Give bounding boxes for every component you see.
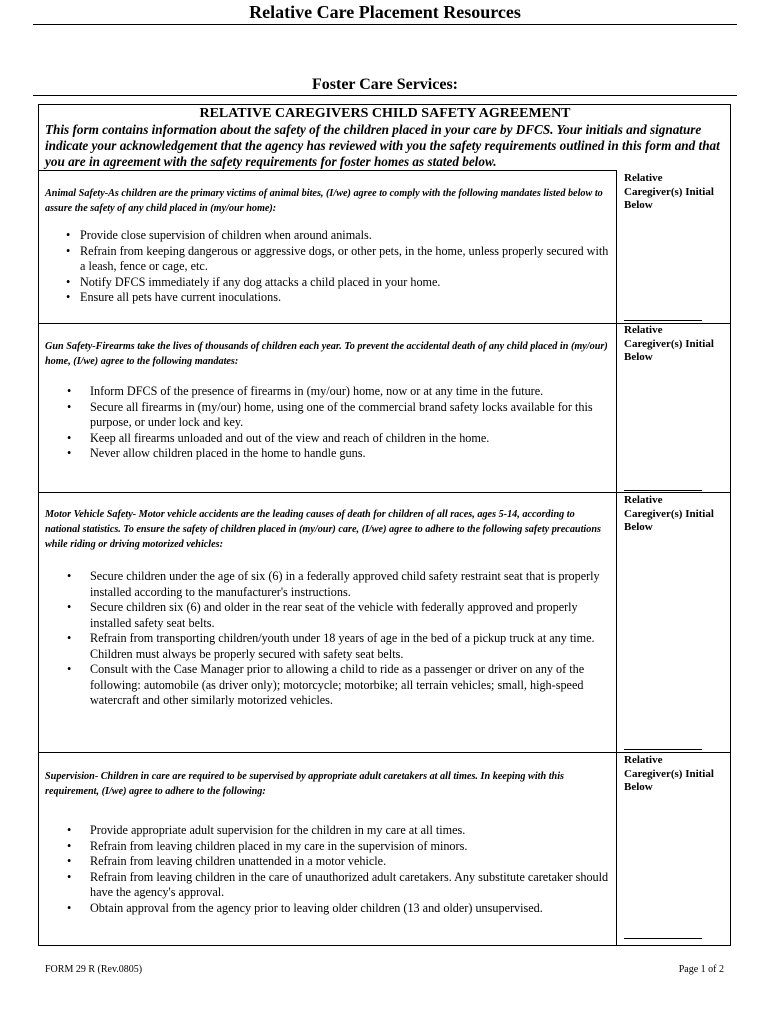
initial-label-line2: Caregiver(s) Initial	[624, 507, 714, 520]
form-id: FORM 29 R (Rev.0805)	[45, 964, 143, 975]
bullet-icon: •	[66, 243, 71, 258]
bullet-icon: •	[67, 854, 72, 868]
bullet-icon: •	[67, 600, 72, 614]
initial-label	[624, 324, 724, 365]
list-item: • Refrain from leaving children unattended in a motor vehicle.	[67, 854, 387, 868]
bullet-icon: •	[67, 823, 72, 837]
animal-safety-heading: Animal Safety-As children are the primary victims of animal bites, (I/we) agree to comply with the following mandates listed below to assure the safety of any child placed in (my/our home):	[45, 188, 603, 214]
initials-column-divider	[616, 170, 617, 946]
list-item: • Consult with the Case Manager prior to allowing a child to ride as a passenger or driver on any of the following: automobile (as driver only); motorcycle; motorbike; all terrain vehicles; small, high-speed watercraft and other similarly motorized vehicles.	[67, 662, 585, 707]
initial-label	[624, 494, 724, 535]
bullet-icon: •	[67, 430, 72, 445]
initial-signature-line[interactable]	[624, 938, 702, 939]
bullet-icon: •	[67, 399, 72, 414]
initial-label-line2: Caregiver(s) Initial	[624, 337, 714, 350]
list-item: • Secure children under the age of six (6) in a federally approved child safety restraint seat that is properly installed according to the manufacturer's instructions.	[67, 569, 600, 599]
bullet-icon: •	[67, 569, 72, 583]
list-item: • Refrain from leaving children in the care of unauthorized adult caretakers. Any substitute caretaker should have the agency's approval.	[67, 869, 609, 899]
list-item: • Never allow children placed in the home to handle guns.	[67, 446, 366, 460]
bullet-icon: •	[66, 290, 71, 304]
agreement-title: RELATIVE CAREGIVERS CHILD SAFETY AGREEMENT	[199, 106, 571, 121]
initial-label	[624, 754, 724, 795]
list-item: • Provide appropriate adult supervision for the children in my care at all times.	[67, 823, 466, 837]
bullet-icon: •	[67, 384, 72, 398]
list-item: • Provide close supervision of children when around animals.	[66, 228, 372, 242]
animal-safety-list	[66, 228, 611, 306]
bullet-icon: •	[67, 446, 72, 460]
section-separator	[38, 170, 616, 171]
section-subtitle: Foster Care Services:	[311, 76, 458, 93]
gun-safety-list	[64, 384, 612, 462]
list-item: • Secure children six (6) and older in the rear seat of the vehicle with federally approved and properly installed safety seat belts.	[67, 600, 578, 630]
initial-label-line2: Caregiver(s) Initial	[624, 767, 714, 780]
initial-label-line3: Below	[624, 199, 653, 211]
gun-safety-heading: Gun Safety-Firearms take the lives of thousands of children each year. To prevent the accidental death of any child placed in (my/our) home, (I/we) agree to the following mandates:	[45, 341, 608, 367]
bullet-icon: •	[66, 274, 71, 289]
list-item: • Notify DFCS immediately if any dog attacks a child placed in your home.	[66, 274, 441, 289]
page-header-title: Relative Care Placement Resources	[249, 2, 521, 22]
bullet-icon: •	[67, 869, 72, 884]
initial-label	[624, 172, 724, 213]
bullet-icon: •	[67, 900, 72, 915]
section-separator	[38, 492, 731, 493]
initial-label-line3: Below	[624, 781, 653, 793]
motor-vehicle-safety-heading: Motor Vehicle Safety- Motor vehicle accidents are the leading causes of death for children of all races, ages 5-14, according to national statistics. To ensure the safety of children placed in (my/our) care, (I/we) agree to adhere to the following safety precautions while riding or driving motorized vehicles:	[45, 509, 601, 550]
bullet-icon: •	[66, 228, 71, 242]
initial-label-line2: Caregiver(s) Initial	[624, 185, 714, 198]
initial-signature-line[interactable]	[624, 490, 702, 491]
agreement-intro: This form contains information about the safety of the children placed in your care by DFCS. Your initials and signature indicate your acknowledgement that the agency has reviewed with you the safety requirements outlined in this form and that you are in agreement with the safety requirements for foster homes as stated below.	[45, 122, 720, 169]
list-item: • Refrain from keeping dangerous or aggressive dogs, or other pets, in the home, unless properly secured with a leash, fence or cage, etc.	[66, 243, 609, 273]
bullet-icon: •	[67, 662, 72, 676]
initial-label-line3: Below	[624, 351, 653, 363]
supervision-list	[64, 823, 612, 916]
page-number: Page 1 of 2	[678, 964, 724, 975]
list-item: • Refrain from transporting children/youth under 18 years of age in the bed of a pickup truck at any time. Children must always be properly secured with safety seat belts.	[67, 631, 595, 661]
initial-signature-line[interactable]	[624, 320, 702, 321]
initial-label-line1: Relative	[624, 494, 663, 506]
section-separator	[38, 752, 731, 753]
bullet-icon: •	[67, 838, 72, 853]
motor-vehicle-safety-list	[64, 569, 612, 709]
initial-label-line1: Relative	[624, 324, 663, 336]
initial-label-line1: Relative	[624, 172, 663, 184]
list-item: • Ensure all pets have current inoculations.	[66, 290, 282, 304]
list-item: • Keep all firearms unloaded and out of the view and reach of children in the home.	[67, 430, 490, 445]
header-rule	[33, 24, 737, 25]
list-item: • Inform DFCS of the presence of firearms in (my/our) home, now or at any time in the future.	[67, 384, 544, 398]
list-item: • Secure all firearms in (my/our) home, using one of the commercial brand safety locks available for this purpose, or under lock and key.	[67, 399, 593, 429]
bullet-icon: •	[67, 631, 72, 645]
initial-label-line3: Below	[624, 521, 653, 533]
list-item: • Obtain approval from the agency prior to leaving older children (13 and older) unsupervised.	[67, 900, 543, 915]
supervision-heading: Supervision- Children in care are required to be supervised by appropriate adult caretakers at all times. In keeping with this requirement, (I/we) agree to adhere to the following:	[45, 771, 565, 797]
subtitle-rule	[33, 95, 737, 96]
initial-label-line1: Relative	[624, 754, 663, 766]
initial-signature-line[interactable]	[624, 749, 702, 750]
list-item: • Refrain from leaving children placed in my care in the supervision of minors.	[67, 838, 468, 853]
